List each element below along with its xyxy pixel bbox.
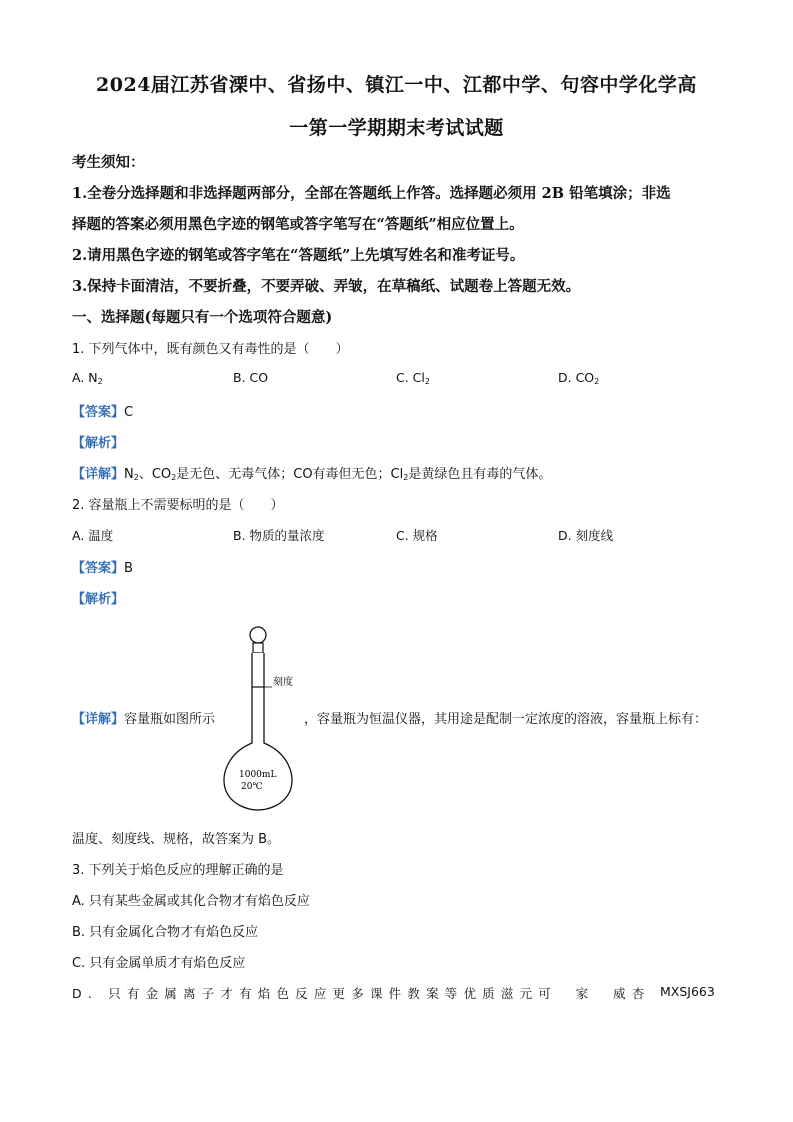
q2-stem: 2. 容量瓶上不需要标明的是（ ） (72, 498, 284, 513)
document-title-line1: 2024届江苏省溧中、省扬中、镇江一中、江都中学、句容中学化学高 (96, 74, 697, 96)
stopper-knob (250, 627, 266, 643)
analysis-tag: 【解析】 (72, 592, 125, 607)
q1-stem: 1. 下列气体中，既有颜色又有毒性的是（ ） (72, 342, 349, 357)
q3-option-d: D. 只有金属离子才有焰色反应更多课件教案等优质滋元可 家 威杏 (72, 986, 651, 1001)
q2-detail-after-figure: ，容量瓶为恒温仪器，其用途是配制一定浓度的溶液，容量瓶上标有： (304, 712, 708, 727)
volume-label: 1000mL (239, 770, 277, 780)
document-title-line2: 一第一学期期末考试试题 (289, 117, 504, 139)
q2-detail-line1: 【详解】容量瓶如图所示 (72, 712, 216, 727)
stopper-plug (253, 643, 263, 653)
notice-item1-line2: 择题的答案必须用黑色字迹的钢笔或答字笔写在“答题纸”相应位置上。 (72, 216, 524, 233)
q1-analysis (72, 432, 124, 451)
q2-option-b: B. 物质的量浓度 (233, 528, 325, 543)
notice-item1-line1: 1.全卷分选择题和非选择题两部分，全部在答题纸上作答。选择题必须用 2B 铅笔填涂；非选 (72, 185, 671, 202)
analysis-tag: 【解析】 (72, 436, 125, 451)
q1-answer-value: C (124, 405, 134, 420)
q1-answer (72, 401, 133, 420)
detail-tag: 【详解】 (72, 467, 125, 482)
q1-option-b: B. CO (233, 370, 269, 385)
volumetric-flask-figure (222, 625, 304, 813)
answer-tag: 【答案】 (72, 561, 125, 576)
q1-option-d: D. $CO_2$ (558, 370, 600, 386)
q3-stem: 3. 下列关于焰色反应的理解正确的是 (72, 863, 284, 878)
graduation-label: 刻度 (273, 677, 293, 688)
q1-option-a: A. $N_2$ (72, 370, 103, 386)
q1-option-c: C. $Cl_2$ (396, 370, 430, 386)
notice-item3: 3.保持卡面清洁，不要折叠，不要弄破、弄皱，在草稿纸、试题卷上答题无效。 (72, 278, 581, 295)
q2-analysis (72, 588, 124, 607)
q2-answer (72, 557, 133, 576)
q2-option-c: C. 规格 (396, 528, 438, 543)
q2-option-a: A. 温度 (72, 528, 114, 543)
q2-detail-line2: 温度、刻度线、规格，故答案为 B。 (72, 832, 281, 847)
q3-option-b: B. 只有金属化合物才有焰色反应 (72, 925, 259, 940)
section-heading: 一、选择题(每题只有一个选项符合题意) (72, 309, 333, 326)
notice-heading: 考生须知： (72, 154, 145, 171)
q2-option-d: D. 刻度线 (558, 528, 614, 543)
q2-answer-value: B (124, 561, 133, 576)
q3-option-d-code: MXSJ663 (660, 984, 715, 999)
answer-tag: 【答案】 (72, 405, 125, 420)
temperature-label: 20℃ (241, 782, 263, 792)
q3-option-a: A. 只有某些金属或其化合物才有焰色反应 (72, 894, 310, 909)
q3-option-c: C. 只有金属单质才有焰色反应 (72, 956, 246, 971)
detail-tag: 【详解】 (72, 712, 125, 727)
notice-item2: 2.请用黑色字迹的钢笔或答字笔在“答题纸”上先填写姓名和准考证号。 (72, 247, 525, 264)
q1-detail: 【详解】$N_2$、$CO_2$是无色、无毒气体；CO有毒但无色；$Cl_2$是黄绿色且有毒的气体。 (72, 467, 552, 482)
